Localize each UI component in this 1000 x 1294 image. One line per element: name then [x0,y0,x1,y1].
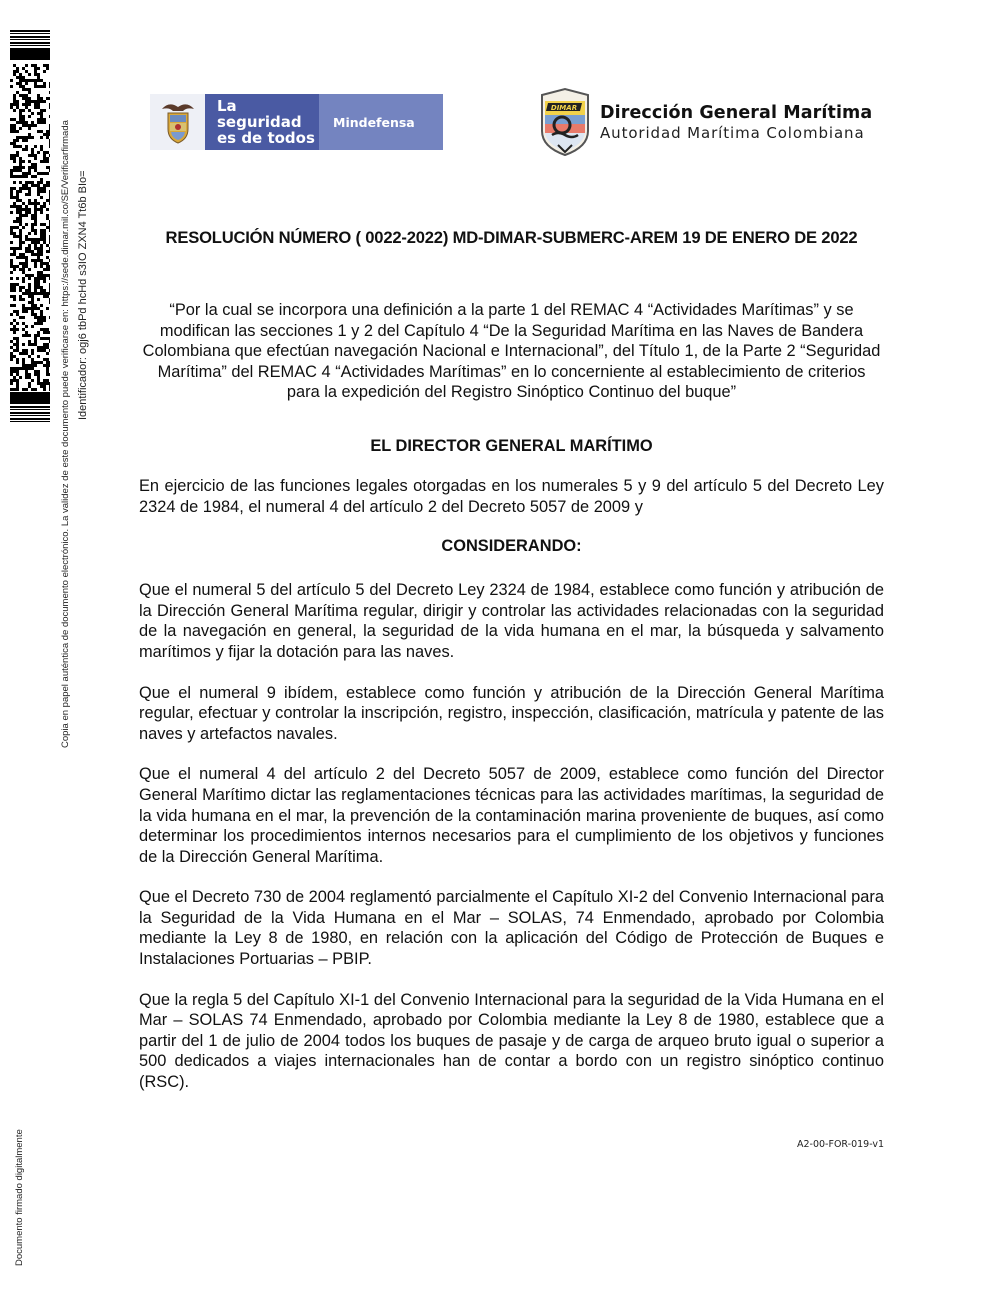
considerando-paragraph: Que el Decreto 730 de 2004 reglamentó parcialmente el Capítulo XI-2 del Convenio Internacional para la Seguridad de la Vida Humana en el Mar – SOLAS, 74 Enmendado, aprobado por Colombia mediante la Ley 8 de 1980, en relación con la aplicación del Código de Protección de Buques e Instalaciones Portuarias – PBIP. [139,888,884,969]
considerando-paragraph: Que la regla 5 del Capítulo XI-1 del Convenio Internacional para la seguridad de la Vida Humana en el Mar – SOLAS 74 Enmendado, aprobado por Colombia mediante la Ley 8 de 1980, establece que a partir del 1 de julio de 2004 todos los buques de pasaje y de carga de arqueo bruto igual o superior a 500 dedicados a viajes internacionales han de contar a bordo con un registro sinóptico continuo (RSC). [139,990,884,1092]
dimar-shield-icon [538,87,592,157]
resolution-epigraph: “Por la cual se incorpora una definición a la parte 1 del REMAC 4 “Actividades Marítimas” y se modifican las secciones 1 y 2 del Capítulo 4 “De la Seguridad Marítima en las Naves de Bandera Colombiana que efectúan navegación Nacional e Internacional”, del Título 1, de la Parte 2 “Seguridad Marítima” del REMAC 4 “Actividades Marítimas” en lo concerniente al establecimiento de criterios para la expedición del Registro Sinóptico Continuo del buque” [142,301,881,402]
ministry-name: Mindefensa [319,94,443,150]
dimar-name: Dirección General Marítima [600,102,873,123]
colombia-coat-of-arms-icon [159,99,197,145]
issuer-heading: EL DIRECTOR GENERAL MARÍTIMO [370,436,653,455]
resolution-title: RESOLUCIÓN NÚMERO ( 0022-2022) MD-DIMAR-SUBMERC-AREM 19 DE ENERO DE 2022 [165,228,858,247]
document-identifier: Identificador: ogj6 tbPd hcHd s3IO ZXN4 Tt6b BIo= [77,170,89,420]
pdf417-barcode-icon [10,30,50,422]
government-logo [150,94,443,150]
crest-container [150,94,205,150]
considerando-paragraph: Que el numeral 4 del artículo 2 del Decreto 5057 de 2009, establece como función del Director General Marítimo dictar las reglamentaciones técnicas para las actividades marítimas, la seguridad de la vida humana en el mar, la prevención de la contaminación marina proveniente de buques, así como determinar los procedimientos internos necesarios para el cumplimiento de los objetivos y funciones de la Dirección General Marítima. [139,765,884,866]
considerando-paragraph: Que el numeral 5 del artículo 5 del Decreto Ley 2324 de 1984, establece como función y atribución de la Dirección General Marítima regular, dirigir y controlar las actividades relacionadas con la seguridad de la navegación en general, la seguridad de la vida humana en el mar, la búsqueda y salvamento marítimos y fijar la dotación para las naves. [139,581,884,661]
dimar-subtitle: Autoridad Marítima Colombiana [600,123,865,142]
form-code: A2-00-FOR-019-v1 [797,1139,885,1150]
considerando-heading: CONSIDERANDO: [441,537,582,556]
dimar-logo [538,86,878,158]
svg-text:DIMAR: DIMAR [550,104,578,112]
slogan [205,94,319,150]
verification-notice: Copia en papel auténtica de documento electrónico. La validez de este documento puede verificarse en: https://sede.dimar.mil.co/SE/Verificarfirmada [60,120,71,748]
digitally-signed-notice: Documento firmado digitalmente [14,1129,25,1266]
resolution-document [139,228,884,1093]
considerando-paragraph: Que el numeral 9 ibídem, establece como función y atribución de la Dirección General Marítima regular, efectuar y controlar la inscripción, registro, inspección, clasificación, matrícula y patente de las naves y artefactos navales. [139,683,884,743]
slogan-line-1: La seguridad [217,97,302,131]
slogan-line-2: es de todos [217,129,315,147]
legal-basis-paragraph: En ejercicio de las funciones legales otorgadas en los numerales 5 y 9 del artículo 5 del Decreto Ley 2324 de 1984, el numeral 4 del artículo 2 del Decreto 5057 de 2009 y [139,476,884,516]
